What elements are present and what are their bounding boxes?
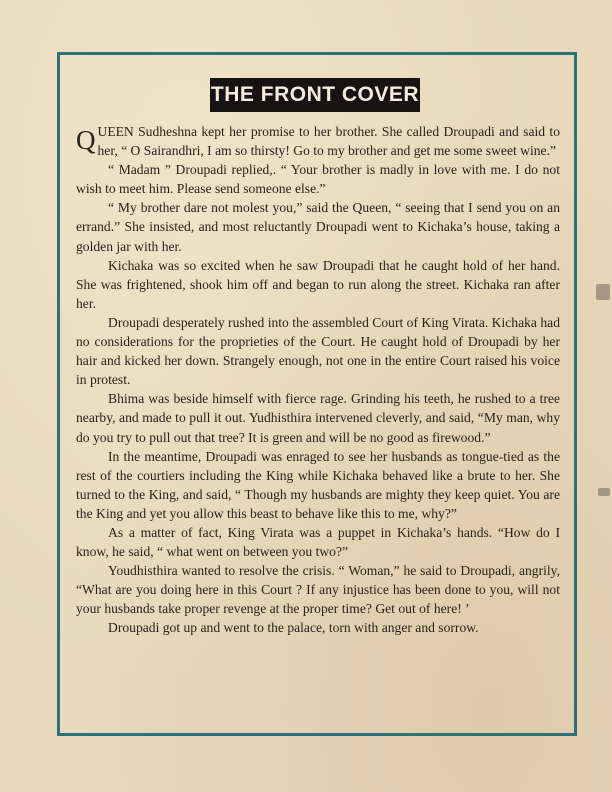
paragraph-8: As a matter of fact, King Virata was a puppet in Kichaka’s hands. “How do I know, he said, “ what went on between you two?” [76,524,560,560]
paragraph-5: Droupadi desperately rushed into the assembled Court of King Virata. Kichaka had no considerations for the proprieties of the Court. He caught hold of Droupadi by her hair and kicked her down. Strangely enough, not one in the entire Court raised his voice in protest. [76,314,560,388]
staple-mark-top [596,284,610,300]
paragraph-4: Kichaka was so excited when he saw Droupadi that he caught hold of her hand. She was frightened, shook him off and began to run along the street. Kichaka ran after her. [76,257,560,311]
story-text [76,122,560,638]
page-title: THE FRONT COVER [210,83,420,106]
paragraph-7: In the meantime, Droupadi was enraged to see her husbands as tongue-tied as the rest of the courtiers including the King while Kichaka behaved like a brute to her. She turned to the King, and said, “ Though my husbands are mighty they keep quiet. You are the King and yet you allow this beast to behave like this to me, why?” [76,448,560,521]
paragraph-10: Droupadi got up and went to the palace, torn with anger and sorrow. [108,620,479,636]
title-banner [210,78,420,112]
paragraph-1-text: UEEN Sudheshna kept her promise to her brother. She called Droupadi and said to her, “ O Sairandhri, I am so thirsty! Go to my brother and get me some sweet wine.” [97,124,560,159]
paragraph-3: “ My brother dare not molest you,” said the Queen, “ seeing that I send you on an errand.” She insisted, and most reluctantly Droupadi went to Kichaka’s house, taking a golden jar with her. [76,200,560,254]
drop-cap-letter: Q [76,125,96,155]
paragraph-9: Youdhisthira wanted to resolve the crisis. “ Woman,” he said to Droupadi, angrily, “What are you doing here in this Court ? If any injustice has been done to you, will not your husbands take proper revenge at the proper time? Get out of here! ’ [76,563,560,617]
staple-mark-bottom [598,488,610,496]
paragraph-6: Bhima was beside himself with fierce rage. Grinding his teeth, he rushed to a tree nearby, and made to pull it out. Yudhisthira intervened cleverly, and said, “My man, why do you try to pull out that tree? It is green and will be no good as firewood.” [76,391,560,445]
paragraph-1 [76,122,560,160]
paragraph-2: “ Madam ” Droupadi replied,. “ Your brother is madly in love with me. I do not wish to meet him. Please send someone else.” [76,162,560,197]
